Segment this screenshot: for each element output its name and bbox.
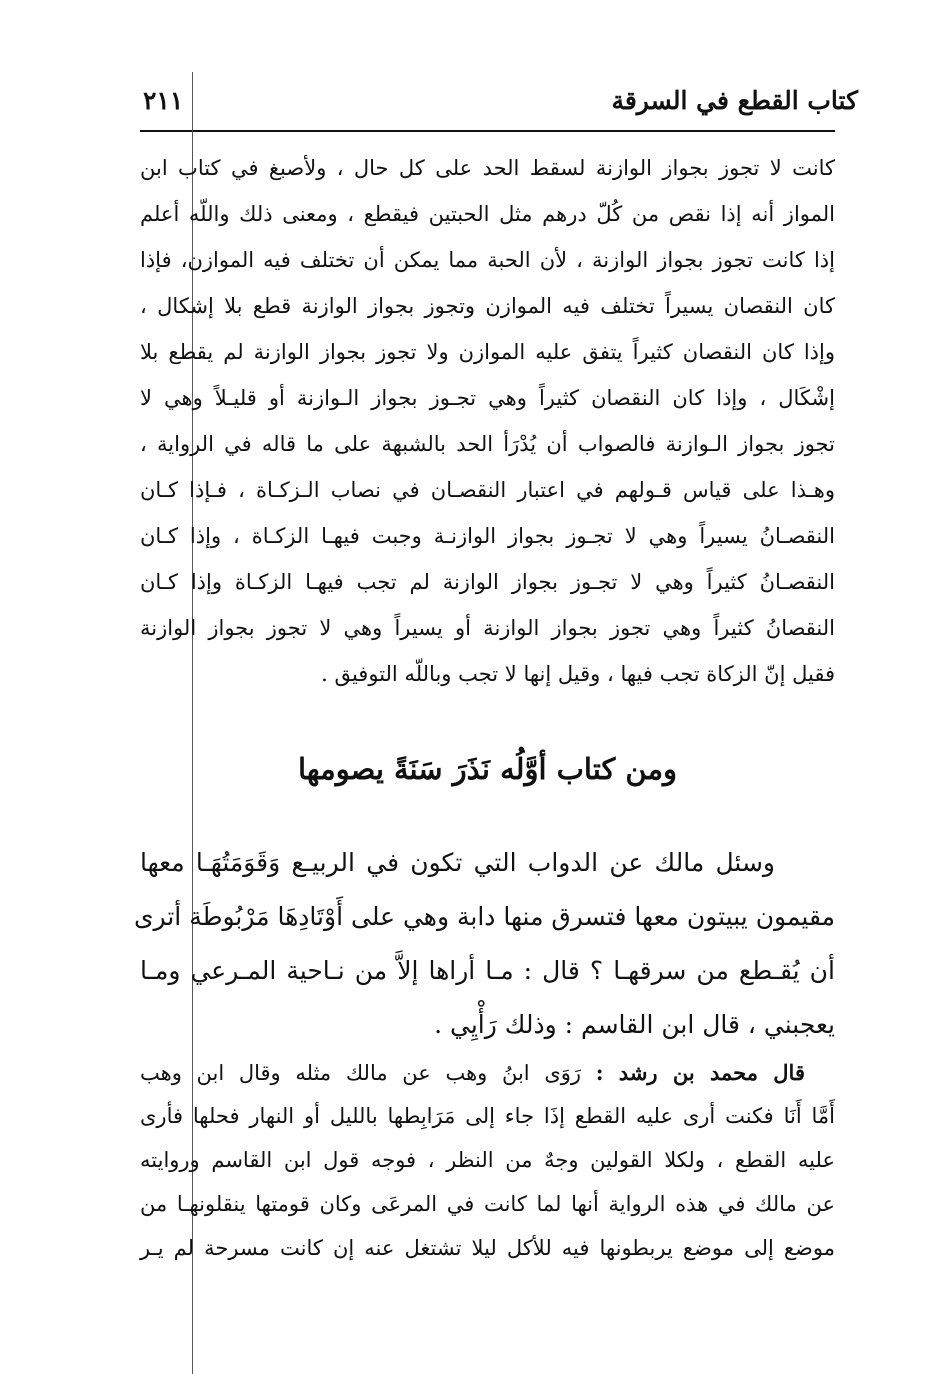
text-line [140, 432, 835, 478]
commentary-lead: قال محمد بن رشد : [595, 1060, 805, 1085]
text-line [140, 294, 835, 340]
text-line-content: فقيل إنّ الزكاة تجب فيها ، وقيل إنها لا تجب وباللّه التوفيق . [321, 662, 835, 686]
text-line-content: النقصـانُ كثيراً وهي لا تجـوز بجواز الوازنة لم تجب فيهـا الزكـاة وإذا كـان [140, 570, 835, 594]
text-line [140, 956, 835, 1010]
text-line-content: كانت لا تجوز بجواز الوازنة لسقط الحد على كل حال ، ولأصبغ في كتاب ابن [140, 156, 835, 180]
text-line [140, 662, 835, 708]
text-line-content: إشْكَال ، وإذا كان النقصان كثيراً وهي تجـوز بجواز الـوازنة أو قليـلاً وهي لا [140, 386, 835, 410]
text-line-content: عليه القطع ، ولكلا القولين وجهٌ من النظر ، فوجه قول ابن القاسم وروايته [140, 1148, 835, 1172]
text-line [140, 848, 835, 902]
text-line-content: أن يُقـطع من سرقهـا ؟ قال : مـا أراها إلاَّ من نـاحية المـرعي ومـا [140, 956, 835, 985]
text-line-content: وإذا كان النقصان كثيراً يتفق عليه الموازن ولا تجوز بجواز الوازنة لم يقطع بلا [140, 340, 835, 364]
text-line-content: تجوز بجواز الـوازنة فالصواب أن يُدْرَأ الحد بالشبهة على ما قاله في الرواية ، [140, 432, 835, 456]
text-line [140, 1104, 835, 1148]
text-line [140, 202, 835, 248]
text-line-content: المواز أنه إذا نقص من كُلّ درهم مثل الحبتين فيقطع ، ومعنى ذلك واللّه أعلم [140, 202, 835, 226]
text-line-content [140, 1060, 835, 1085]
text-line [140, 524, 835, 570]
text-line [140, 1192, 835, 1236]
text-line [140, 1060, 835, 1104]
commentary-first-line: رَوَى ابنُ وهب عن مالك مثله وقال ابن وهب [140, 1061, 582, 1085]
text-line [140, 478, 835, 524]
text-line [140, 570, 835, 616]
text-line-content: وسئل مالك عن الدواب التي تكون في الربيـع وَقَوَمَتُهَـا معها [140, 848, 775, 877]
paragraph-3 [140, 1060, 835, 1280]
text-line-content: عن مالك في هذه الرواية أنها لما كانت في المرعَى وكان قومتها ينقلونهـا من [140, 1192, 835, 1216]
text-line [140, 156, 835, 202]
text-line [140, 386, 835, 432]
paragraph-1 [140, 156, 835, 708]
text-line [140, 616, 835, 662]
text-line [133, 902, 835, 956]
running-header-title: كتاب القطع في السرقة [611, 86, 858, 115]
text-line-content: النقصانُ كثيراً وهي تجوز بجواز الوازنة أو يسيراً وهي لا تجوز بجواز الوازنة [140, 616, 835, 640]
text-line [140, 1010, 835, 1064]
page-number: ٢١١ [143, 86, 184, 115]
section-heading: ومن كتاب أوَّلُه نَذَرَ سَنَةً يصومها [297, 752, 678, 786]
text-line-content: وهـذا على قياس قـولهم في اعتبار النقصـان في نصاب الـزكـاة ، فـإذا كـان [140, 478, 835, 502]
paragraph-2 [133, 848, 835, 1064]
text-line [140, 340, 835, 386]
text-line-content: كان النقصان يسيراً تختلف فيه الموازن وتجوز بجواز الوازنة قطع بلا إشكال ، [140, 294, 835, 318]
header-rule [140, 130, 835, 132]
text-line [140, 1236, 835, 1280]
text-line [140, 1148, 835, 1192]
text-line-content: أَمَّا أَنَا فكنت أرى عليه القطع إذَا جاء إلى مَرَابِطها بالليل أو النهار فحلها فأرى [140, 1104, 835, 1128]
text-line-content: إذا كانت تجوز بجواز الوازنة ، لأن الحبة مما يمكن أن تختلف فيه الموازن، فإذا [140, 248, 835, 272]
text-line-content: موضع إلى موضع يربطونها فيه للأكل ليلا تشتغل عنه إن كانت مسرحة لم يـر [140, 1236, 835, 1260]
text-line [140, 248, 835, 294]
text-line-content: يعجبني ، قال ابن القاسم : وذلك رَأْيِي . [434, 1010, 835, 1039]
text-line-content: مقيمون يبيتون معها فتسرق منها دابة وهي على أَوْتَادِهَا مَرْبُوطَة أترى [133, 902, 835, 931]
text-line-content: النقصـانُ يسيراً وهي لا تجـوز بجواز الوازنـة وجبت فيهـا الزكـاة ، وإذا كـان [140, 524, 835, 548]
